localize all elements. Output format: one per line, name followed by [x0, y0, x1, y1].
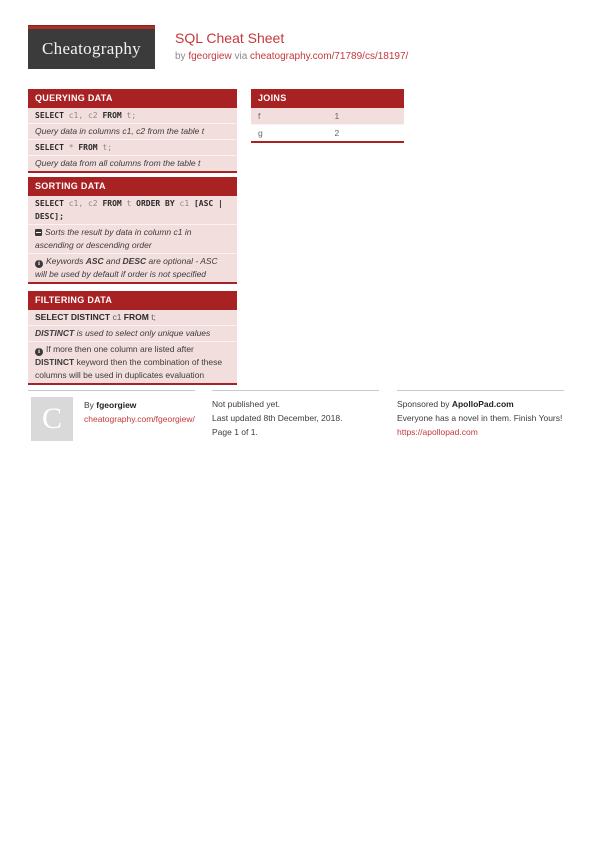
sponsor-link[interactable]: https://apollopad.com [397, 427, 478, 437]
card-sorting-data [28, 177, 237, 284]
sql-keyword: FROM [78, 143, 98, 152]
sql-keyword: ORDER BY [136, 199, 175, 208]
sql-identifier: * [63, 143, 79, 152]
table-row [251, 124, 404, 141]
sql-identifier: c1 [110, 312, 124, 322]
code-line [28, 108, 237, 123]
sponsor-line [397, 397, 564, 411]
sql-keyword: FROM [123, 312, 149, 322]
footer-sponsor-section [397, 390, 564, 439]
byline [175, 51, 408, 62]
sql-identifier: t; [148, 312, 156, 322]
joins-table [251, 108, 404, 141]
avatar[interactable] [31, 397, 73, 441]
sql-keyword: SELECT [35, 199, 64, 208]
author-name: fgeorgiew [96, 400, 137, 410]
byline-by: by [175, 51, 189, 62]
author-prefix: By [84, 400, 97, 410]
note-text: Keywords [46, 256, 86, 266]
card-title-joins: JOINS [251, 89, 404, 108]
sql-identifier: c1 [174, 199, 194, 208]
info-icon [35, 260, 43, 268]
sql-keyword: SELECT DISTINCT [35, 312, 111, 322]
author-byline [84, 398, 195, 412]
table-cell: g [258, 128, 263, 138]
note-text: and [103, 256, 123, 266]
card-body [28, 108, 237, 171]
sql-keyword: FROM [102, 111, 122, 120]
sql-keyword: SELECT [35, 111, 64, 120]
sql-keyword: SELECT [35, 143, 64, 152]
sql-identifier: t; [121, 111, 137, 120]
footer-meta-section [212, 390, 379, 439]
note-line [28, 224, 237, 253]
sponsor-tagline: Everyone has a novel in them. Finish Yours! [397, 413, 563, 423]
sql-identifier: t [121, 199, 137, 208]
sql-identifier: t; [97, 143, 113, 152]
sql-keyword: [ASC | DESC]; [35, 199, 223, 221]
code-line [28, 196, 237, 224]
note-line [28, 341, 237, 383]
sponsor-prefix: Sponsored by [397, 399, 452, 409]
table-cell: f [258, 111, 261, 121]
note-line: Query data from all columns from the table t [28, 155, 237, 171]
note-text: is used to select only unique values [74, 328, 211, 338]
author-text [84, 397, 195, 426]
card-body [28, 310, 237, 383]
last-updated: Last updated 8th December, 2018. [212, 413, 343, 423]
note-text: Sorts the result by data in column c1 in ascending or descending order [35, 227, 192, 250]
card-title-filtering-data: FILTERING DATA [28, 291, 237, 310]
card-title-querying-data: QUERYING DATA [28, 89, 237, 108]
book-icon [35, 229, 42, 236]
note-line: Query data in columns c1, c2 from the table t [28, 123, 237, 139]
author-link[interactable]: fgeorgiew [188, 51, 232, 62]
note-text-bold: ASC [85, 256, 104, 266]
byline-via: via [231, 51, 251, 62]
card-filtering-data [28, 291, 237, 385]
card-joins [251, 89, 404, 143]
author-profile-link[interactable]: cheatography.com/fgeorgiew/ [84, 414, 195, 424]
note-line [28, 253, 237, 282]
page-number: Page 1 of 1. [212, 427, 258, 437]
note-text-bold: DISTINCT [35, 328, 75, 338]
sql-identifier: c1, c2 [63, 111, 103, 120]
sql-keyword: FROM [102, 199, 122, 208]
card-body [28, 196, 237, 282]
card-querying-data [28, 89, 237, 173]
sponsor-name: ApolloPad.com [451, 399, 514, 409]
code-line [28, 139, 237, 155]
table-cell: 1 [334, 111, 340, 121]
note-text: are optional - ASC will be used by default if order is not specified [35, 256, 218, 279]
info-icon [35, 348, 43, 356]
publish-status: Not published yet. [212, 399, 281, 409]
note-line [28, 325, 237, 341]
page-title: SQL Cheat Sheet [175, 30, 285, 46]
code-line [28, 310, 237, 325]
sql-identifier: c1, c2 [63, 199, 103, 208]
logo-text: Cheatography [42, 39, 141, 58]
card-title-sorting-data: SORTING DATA [28, 177, 237, 196]
note-text-bold: DESC [122, 256, 147, 266]
note-text: If more then one column are listed after [46, 344, 194, 354]
table-row [251, 108, 404, 124]
avatar-letter: C [41, 402, 62, 435]
sheet-url-link[interactable]: cheatography.com/71789/cs/18197/ [250, 51, 409, 62]
logo-box [28, 29, 155, 69]
note-text: keyword then the combination of these columns will be used in duplicates evaluation [35, 357, 223, 380]
table-cell: 2 [334, 128, 340, 138]
note-text-bold: DISTINCT [35, 357, 75, 367]
cheatography-logo [28, 25, 155, 69]
footer-author-section [28, 390, 195, 441]
